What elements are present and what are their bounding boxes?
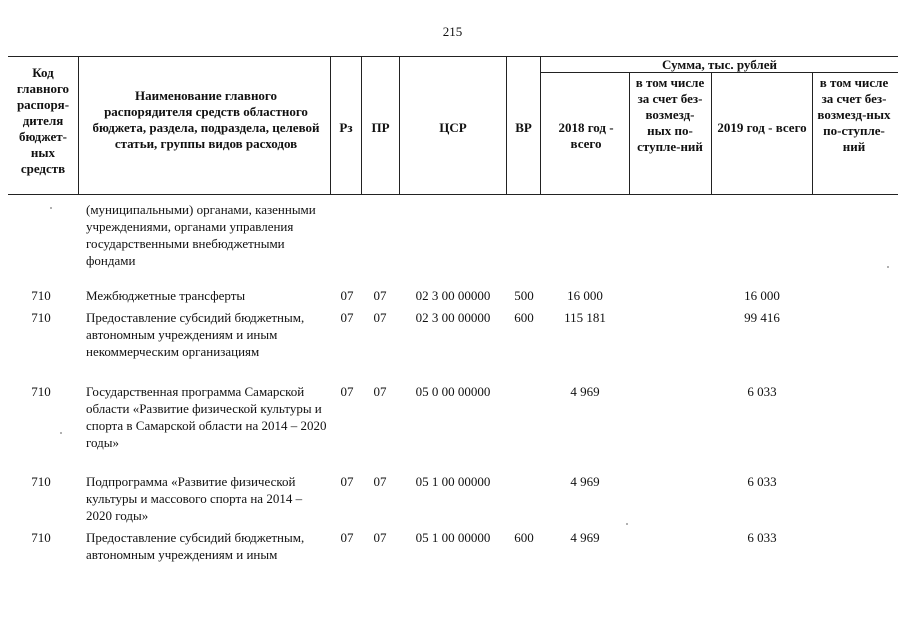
scan-speck xyxy=(887,266,889,268)
page-number: 215 xyxy=(442,24,463,39)
row-vr: 600 xyxy=(514,310,534,325)
column-divider xyxy=(812,72,813,194)
header-bottom-border xyxy=(8,194,898,195)
header-rz: Рз xyxy=(339,120,353,135)
scan-speck xyxy=(626,523,628,525)
row-name: Межбюджетные трансферты xyxy=(86,288,246,303)
row-csr: 02 3 00 00000 xyxy=(415,288,491,303)
header-sum: Сумма, тыс. рублей xyxy=(662,57,777,72)
row-pr: 07 xyxy=(373,530,387,545)
row-rz: 07 xyxy=(340,530,354,545)
row-code: 710 xyxy=(31,310,51,325)
row-csr: 05 0 00 00000 xyxy=(415,384,491,399)
row-csr: 02 3 00 00000 xyxy=(415,310,491,325)
row-rz: 07 xyxy=(340,310,354,325)
header-csr: ЦСР xyxy=(439,120,467,135)
row-vr: 600 xyxy=(514,530,534,545)
row-name: (муниципальными) органами, казенными учреждениями, органами управления государственными внебюджетными фондами xyxy=(86,202,316,268)
row-2018-total: 4 969 xyxy=(570,530,600,545)
header-pr: ПР xyxy=(371,120,390,135)
row-2018-total: 4 969 xyxy=(570,474,600,489)
column-divider xyxy=(78,56,79,194)
row-rz: 07 xyxy=(340,288,354,303)
row-code: 710 xyxy=(31,384,51,399)
row-2018-total: 115 181 xyxy=(564,310,606,325)
row-2019-total: 6 033 xyxy=(747,384,777,399)
row-vr: 500 xyxy=(514,288,534,303)
row-pr: 07 xyxy=(373,474,387,489)
row-2018-total: 16 000 xyxy=(567,288,603,303)
row-name: Предоставление субсидий бюджетным, автономным учреждениям и иным xyxy=(86,530,305,562)
header-2018-free: в том числе за счет без-возмезд-ных по-ступле-ний xyxy=(635,75,705,154)
row-pr: 07 xyxy=(373,288,387,303)
row-2019-total: 16 000 xyxy=(744,288,780,303)
row-2019-total: 6 033 xyxy=(747,530,777,545)
scan-speck xyxy=(50,207,52,209)
row-2019-total: 99 416 xyxy=(744,310,780,325)
row-name: Государственная программа Самарской области «Развитие физической культуры и спорта в Самарской области на 2014 – 2020 годы» xyxy=(86,384,327,450)
row-pr: 07 xyxy=(373,384,387,399)
row-code: 710 xyxy=(31,474,51,489)
header-2019-total: 2019 год - всего xyxy=(717,120,807,135)
header-code: Код главного распоря-дителя бюджет-ных средств xyxy=(16,65,70,176)
header-name: Наименование главного распорядителя средств областного бюджета, раздела, подраздела, целевой статьи, группы видов расходов xyxy=(92,88,320,151)
row-name: Подпрограмма «Развитие физической культуры и массового спорта на 2014 – 2020 годы» xyxy=(86,474,303,523)
row-2019-total: 6 033 xyxy=(747,474,777,489)
column-divider xyxy=(540,56,541,194)
row-csr: 05 1 00 00000 xyxy=(415,530,491,545)
row-csr: 05 1 00 00000 xyxy=(415,474,491,489)
row-name: Предоставление субсидий бюджетным, автономным учреждениям и иным некоммерческим организациям xyxy=(86,310,305,359)
column-divider xyxy=(629,72,630,194)
row-code: 710 xyxy=(31,530,51,545)
header-vr: ВР xyxy=(515,120,532,135)
scan-speck xyxy=(60,432,62,434)
row-rz: 07 xyxy=(340,474,354,489)
row-2018-total: 4 969 xyxy=(570,384,600,399)
column-divider xyxy=(711,72,712,194)
row-code: 710 xyxy=(31,288,51,303)
header-2019-free: в том числе за счет без-возмезд-ных по-ступле-ний xyxy=(817,75,891,154)
row-pr: 07 xyxy=(373,310,387,325)
header-2018-total: 2018 год - всего xyxy=(558,120,614,151)
row-rz: 07 xyxy=(340,384,354,399)
